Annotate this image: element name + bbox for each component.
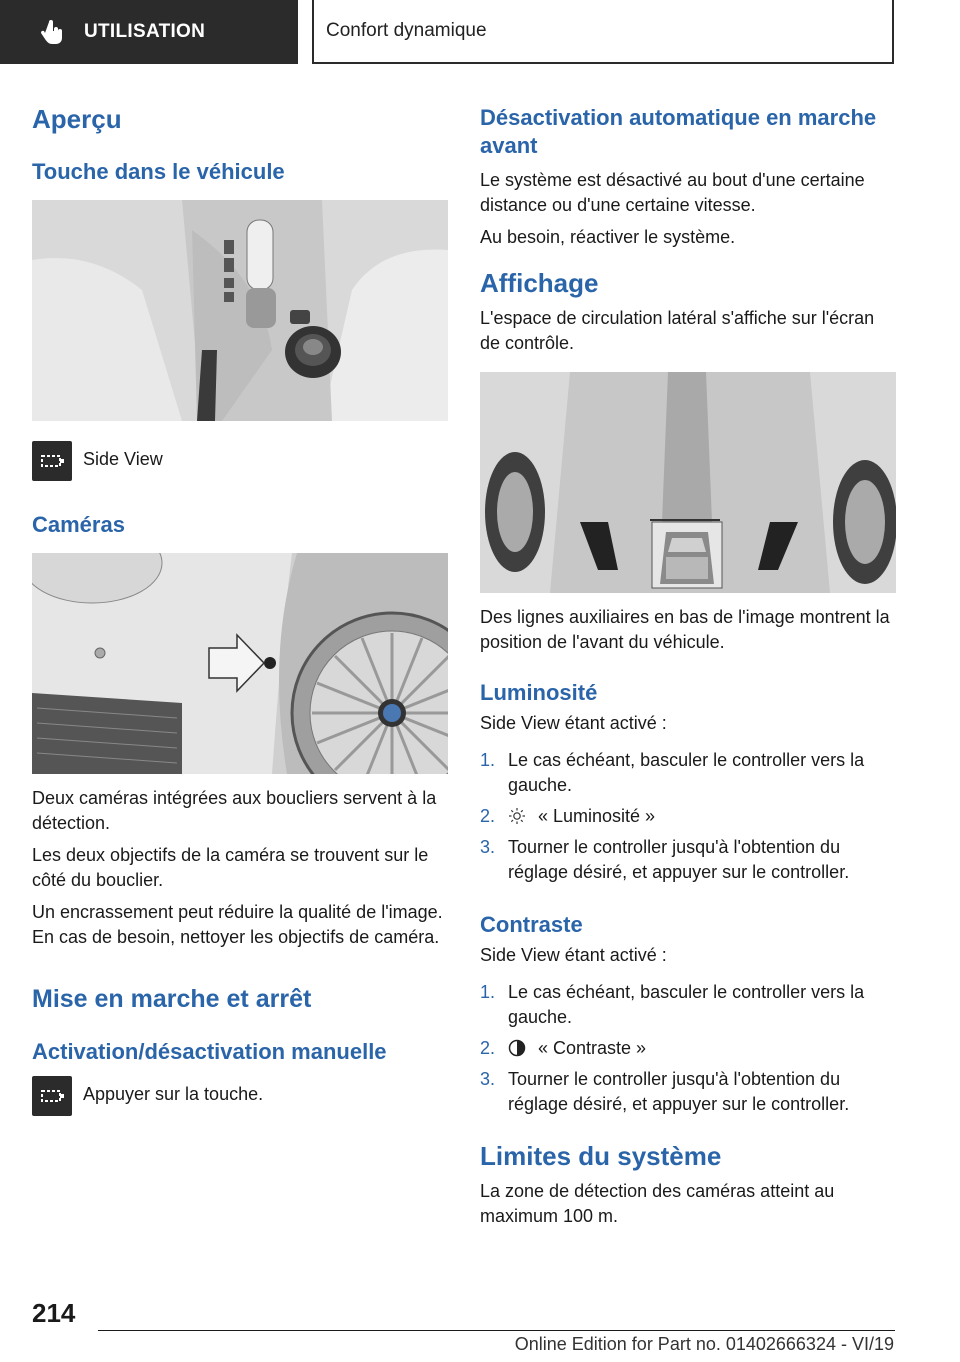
heading-cameras: Caméras	[32, 512, 125, 537]
heading-touche: Touche dans le véhicule	[32, 159, 285, 184]
section-tab	[0, 0, 298, 64]
heading-luminosite: Luminosité	[480, 680, 598, 705]
paragraph-luminosite-intro: Side View étant activé :	[480, 713, 667, 733]
console-illustration	[32, 200, 448, 421]
heading-activation: Activation/désactivation manuelle	[32, 1039, 387, 1064]
contraste-steps	[480, 980, 896, 1117]
side-view-label: Side View	[83, 449, 163, 469]
hand-pointer-icon	[40, 19, 66, 45]
list-item: 3. Tourner le controller jusqu'à l'obtention du réglage désiré, et appuyer sur le controller.	[480, 1069, 850, 1114]
side-view-button-row	[32, 441, 448, 481]
paragraph-desactivation-1: Le système est désactivé au bout d'une certaine distance ou d'une certaine vitesse.	[480, 170, 865, 215]
side-view-display-illustration	[480, 372, 896, 593]
page-number: 214	[32, 1298, 76, 1328]
heading-contraste: Contraste	[480, 912, 583, 937]
list-item: 1. Le cas échéant, basculer le controller vers la gauche.	[480, 750, 865, 795]
contrast-icon	[508, 1039, 526, 1057]
paragraph-cameras-1: Deux caméras intégrées aux boucliers servent à la détection.	[32, 788, 437, 833]
section-title: UTILISATION	[84, 21, 206, 42]
chapter-tab	[312, 0, 894, 64]
list-item: 3. Tourner le controller jusqu'à l'obtention du réglage désiré, et appuyer sur le controller.	[480, 837, 850, 882]
luminosite-steps	[480, 748, 896, 885]
side-view-button-icon	[32, 441, 72, 481]
paragraph-lignes: Des lignes auxiliaires en bas de l'image montrent la position de l'avant du véhicule.	[480, 607, 890, 652]
chapter-title: Confort dynamique	[326, 20, 487, 41]
left-column	[32, 96, 448, 1116]
heading-desactivation: Désactivation automatique en marche avant	[480, 105, 877, 158]
right-column	[480, 96, 896, 1229]
heading-apercu: Aperçu	[32, 104, 122, 134]
heading-affichage: Affichage	[480, 268, 599, 298]
paragraph-cameras-2: Les deux objectifs de la caméra se trouvent sur le côté du bouclier.	[32, 845, 429, 890]
brightness-icon	[508, 807, 526, 825]
list-item: 1. Le cas échéant, basculer le controller vers la gauche.	[480, 982, 865, 1027]
list-item: 2. « Contraste »	[480, 1038, 647, 1058]
paragraph-appuyer: Appuyer sur la touche.	[83, 1084, 264, 1104]
paragraph-cameras-3: Un encrassement peut réduire la qualité de l'image. En cas de besoin, nettoyer les objectifs de caméra.	[32, 902, 443, 947]
paragraph-desactivation-2: Au besoin, réactiver le système.	[480, 227, 736, 247]
bumper-camera-illustration	[32, 553, 448, 774]
footer-divider	[98, 1330, 895, 1331]
paragraph-contraste-intro: Side View étant activé :	[480, 945, 667, 965]
heading-mise-en-marche: Mise en marche et arrêt	[32, 985, 312, 1013]
touch-button-row	[32, 1076, 448, 1116]
side-view-button-icon-2	[32, 1076, 72, 1116]
heading-limites: Limites du système	[480, 1141, 722, 1171]
paragraph-limites: La zone de détection des caméras atteint au maximum 100 m.	[480, 1181, 835, 1226]
list-item: 2. « Luminosité »	[480, 806, 656, 826]
edition-text: Online Edition for Part no. 01402666324 - VI/19	[514, 1334, 894, 1354]
paragraph-affichage: L'espace de circulation latéral s'affiche sur l'écran de contrôle.	[480, 308, 875, 353]
